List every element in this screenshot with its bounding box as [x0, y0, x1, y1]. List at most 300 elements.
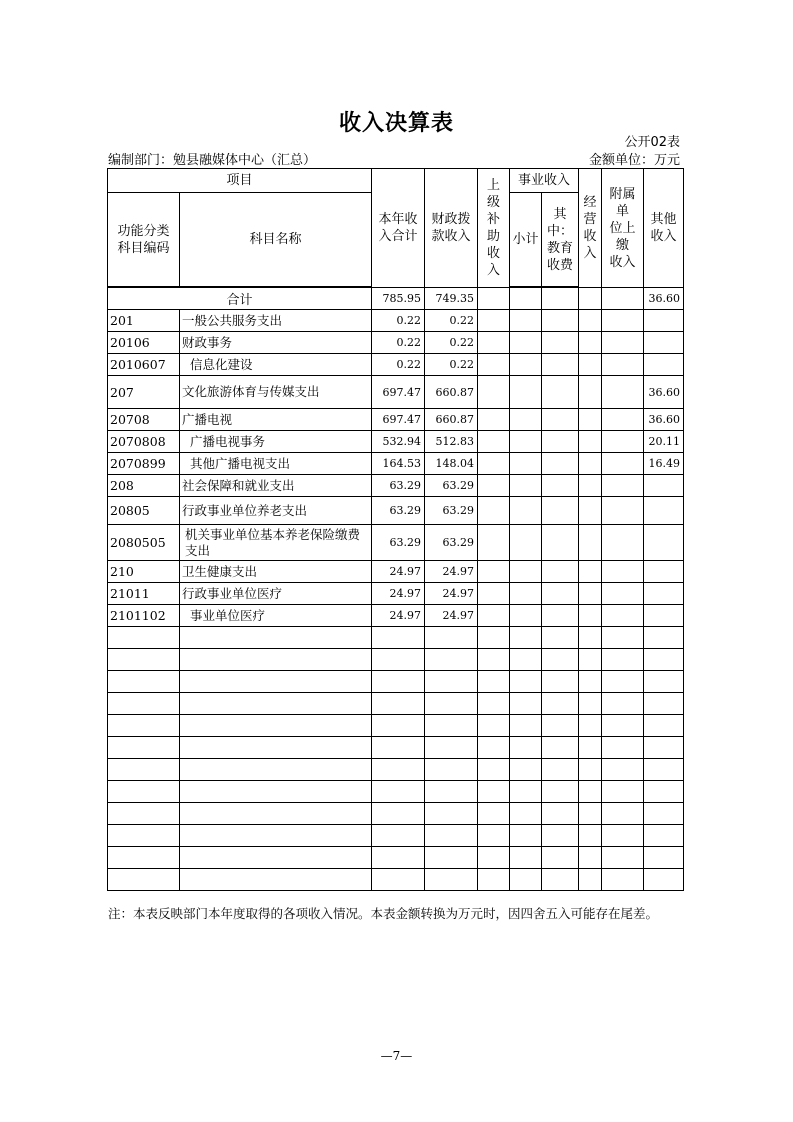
- empty-cell: [644, 847, 684, 869]
- empty-cell: [644, 781, 684, 803]
- empty-cell: [579, 332, 602, 354]
- empty-cell: [425, 693, 478, 715]
- empty-cell: [644, 803, 684, 825]
- row-total: 63.29: [372, 475, 425, 497]
- empty-cell: [542, 354, 579, 376]
- table-row: [108, 561, 684, 583]
- empty-cell: [602, 715, 644, 737]
- empty-cell: [108, 693, 180, 715]
- empty-cell: [478, 332, 510, 354]
- empty-cell: [602, 525, 644, 561]
- subject-code: 210: [108, 561, 180, 583]
- empty-cell: [510, 288, 542, 310]
- empty-cell: [108, 671, 180, 693]
- empty-cell: [425, 649, 478, 671]
- empty-cell: [542, 453, 579, 475]
- empty-cell: [579, 803, 602, 825]
- row-fiscal: 63.29: [425, 497, 478, 525]
- empty-cell: [579, 561, 602, 583]
- empty-cell: [180, 825, 372, 847]
- subject-name: 行政事业单位医疗: [180, 583, 372, 605]
- empty-cell: [425, 781, 478, 803]
- page-number: —7—: [380, 1049, 413, 1063]
- empty-cell: [579, 409, 602, 431]
- empty-cell: [579, 869, 602, 891]
- footnote: 注：本表反映部门本年度取得的各项收入情况。本表金额转换为万元时，因四舍五入可能存在尾差。: [108, 906, 659, 921]
- empty-cell: [542, 332, 579, 354]
- row-total: 24.97: [372, 583, 425, 605]
- subject-code: 21011: [108, 583, 180, 605]
- empty-cell: [579, 583, 602, 605]
- row-other: 20.11: [644, 431, 684, 453]
- row-total: 63.29: [372, 525, 425, 561]
- empty-cell: [478, 825, 510, 847]
- empty-cell: [644, 627, 684, 649]
- empty-cell: [579, 288, 602, 310]
- row-fiscal: 660.87: [425, 409, 478, 431]
- empty-cell: [579, 497, 602, 525]
- subject-code: 20708: [108, 409, 180, 431]
- empty-cell: [510, 715, 542, 737]
- empty-cell: [425, 847, 478, 869]
- empty-cell: [579, 693, 602, 715]
- table-row: [108, 605, 684, 627]
- empty-cell: [602, 737, 644, 759]
- empty-cell: [180, 803, 372, 825]
- row-other: [644, 332, 684, 354]
- empty-cell: [579, 525, 602, 561]
- empty-cell: [478, 781, 510, 803]
- header-subject-name: 科目名称: [180, 193, 372, 287]
- table-row: [108, 310, 684, 332]
- row-other: 16.49: [644, 453, 684, 475]
- empty-cell: [478, 475, 510, 497]
- empty-cell: [542, 847, 579, 869]
- empty-row: [108, 627, 684, 649]
- empty-row: [108, 847, 684, 869]
- empty-cell: [542, 715, 579, 737]
- empty-row: [108, 671, 684, 693]
- row-fiscal: 512.83: [425, 431, 478, 453]
- empty-cell: [108, 649, 180, 671]
- empty-cell: [602, 497, 644, 525]
- empty-cell: [579, 310, 602, 332]
- empty-cell: [510, 737, 542, 759]
- empty-cell: [372, 715, 425, 737]
- empty-cell: [108, 869, 180, 891]
- empty-cell: [108, 715, 180, 737]
- empty-cell: [602, 803, 644, 825]
- empty-cell: [602, 431, 644, 453]
- row-fiscal: 0.22: [425, 354, 478, 376]
- subject-name: 一般公共服务支出: [180, 310, 372, 332]
- subject-name: 广播电视事务: [180, 431, 372, 453]
- subject-name: 机关事业单位基本养老保险缴费支出: [180, 525, 372, 561]
- empty-cell: [579, 781, 602, 803]
- empty-cell: [602, 332, 644, 354]
- empty-cell: [478, 453, 510, 475]
- row-fiscal: 24.97: [425, 583, 478, 605]
- empty-cell: [579, 847, 602, 869]
- table-row: [108, 376, 684, 409]
- subject-code: 207: [108, 376, 180, 409]
- subject-name: 卫生健康支出: [180, 561, 372, 583]
- empty-cell: [602, 869, 644, 891]
- empty-cell: [579, 376, 602, 409]
- empty-cell: [510, 847, 542, 869]
- row-total: 697.47: [372, 376, 425, 409]
- empty-cell: [510, 583, 542, 605]
- row-fiscal: 148.04: [425, 453, 478, 475]
- empty-cell: [478, 627, 510, 649]
- empty-cell: [180, 627, 372, 649]
- table-row: [108, 475, 684, 497]
- empty-cell: [180, 869, 372, 891]
- unit-label: 金额单位：万元: [588, 153, 680, 168]
- empty-cell: [478, 431, 510, 453]
- subject-name: 行政事业单位养老支出: [180, 497, 372, 525]
- total-amount: 785.95: [372, 288, 425, 310]
- table-row: [108, 453, 684, 475]
- header-superior: 上 级 补 助 收 入: [478, 169, 510, 288]
- header-edu: 其 中： 教育 收费: [542, 193, 579, 287]
- header-operating: 经 营 收 入: [579, 169, 602, 288]
- empty-cell: [542, 497, 579, 525]
- subject-name: 信息化建设: [180, 354, 372, 376]
- empty-cell: [478, 525, 510, 561]
- empty-cell: [108, 737, 180, 759]
- row-other: [644, 605, 684, 627]
- empty-cell: [510, 525, 542, 561]
- empty-cell: [542, 525, 579, 561]
- empty-cell: [542, 825, 579, 847]
- empty-cell: [542, 649, 579, 671]
- subject-name: 文化旅游体育与传媒支出: [180, 376, 372, 409]
- empty-cell: [510, 605, 542, 627]
- income-table: [107, 168, 684, 891]
- empty-cell: [478, 693, 510, 715]
- empty-cell: [108, 781, 180, 803]
- empty-cell: [372, 671, 425, 693]
- row-total: 697.47: [372, 409, 425, 431]
- empty-cell: [425, 671, 478, 693]
- empty-cell: [579, 715, 602, 737]
- empty-cell: [510, 497, 542, 525]
- empty-cell: [542, 583, 579, 605]
- empty-cell: [180, 847, 372, 869]
- row-other: 36.60: [644, 376, 684, 409]
- empty-cell: [372, 825, 425, 847]
- row-total: 532.94: [372, 431, 425, 453]
- empty-cell: [478, 583, 510, 605]
- empty-cell: [579, 354, 602, 376]
- row-fiscal: 0.22: [425, 332, 478, 354]
- empty-cell: [372, 759, 425, 781]
- page-title: 收入决算表: [338, 111, 454, 136]
- empty-cell: [478, 671, 510, 693]
- row-fiscal: 0.22: [425, 310, 478, 332]
- row-total: 24.97: [372, 605, 425, 627]
- empty-cell: [478, 803, 510, 825]
- empty-cell: [372, 627, 425, 649]
- empty-cell: [602, 288, 644, 310]
- table-row: [108, 409, 684, 431]
- empty-cell: [478, 605, 510, 627]
- empty-cell: [510, 693, 542, 715]
- row-other: [644, 497, 684, 525]
- empty-row: [108, 781, 684, 803]
- empty-cell: [602, 627, 644, 649]
- row-other: [644, 525, 684, 561]
- empty-cell: [579, 671, 602, 693]
- table-row: [108, 431, 684, 453]
- empty-cell: [425, 803, 478, 825]
- subject-code: 2080505: [108, 525, 180, 561]
- empty-cell: [180, 737, 372, 759]
- header-subtotal: 小计: [510, 193, 542, 287]
- empty-cell: [602, 376, 644, 409]
- total-fiscal: 749.35: [425, 288, 478, 310]
- empty-cell: [510, 409, 542, 431]
- row-other: [644, 561, 684, 583]
- empty-cell: [372, 803, 425, 825]
- row-other: [644, 354, 684, 376]
- subject-code: 201: [108, 310, 180, 332]
- row-total: 0.22: [372, 354, 425, 376]
- subject-name: 财政事务: [180, 332, 372, 354]
- table-row: [108, 332, 684, 354]
- empty-cell: [478, 649, 510, 671]
- subject-name: 社会保障和就业支出: [180, 475, 372, 497]
- empty-cell: [644, 737, 684, 759]
- subject-code: 2010607: [108, 354, 180, 376]
- table-code: 公开02表: [624, 135, 680, 150]
- empty-cell: [542, 409, 579, 431]
- empty-cell: [644, 759, 684, 781]
- row-fiscal: 24.97: [425, 605, 478, 627]
- subject-name: 广播电视: [180, 409, 372, 431]
- header-other: 其他 收入: [644, 169, 684, 288]
- subject-code: 2070808: [108, 431, 180, 453]
- empty-cell: [108, 759, 180, 781]
- empty-cell: [579, 475, 602, 497]
- empty-cell: [180, 759, 372, 781]
- empty-cell: [579, 759, 602, 781]
- empty-cell: [542, 671, 579, 693]
- subject-code: 20106: [108, 332, 180, 354]
- empty-cell: [372, 869, 425, 891]
- empty-cell: [372, 847, 425, 869]
- empty-cell: [372, 781, 425, 803]
- empty-cell: [602, 847, 644, 869]
- row-total: 24.97: [372, 561, 425, 583]
- empty-cell: [372, 693, 425, 715]
- empty-cell: [108, 847, 180, 869]
- empty-cell: [510, 561, 542, 583]
- empty-cell: [510, 332, 542, 354]
- header-fiscal: 财政拨 款收入: [425, 169, 478, 288]
- row-fiscal: 24.97: [425, 561, 478, 583]
- empty-cell: [478, 409, 510, 431]
- subject-name: 事业单位医疗: [180, 605, 372, 627]
- empty-cell: [425, 869, 478, 891]
- empty-row: [108, 825, 684, 847]
- row-other: [644, 475, 684, 497]
- empty-cell: [542, 310, 579, 332]
- empty-cell: [108, 803, 180, 825]
- empty-cell: [510, 649, 542, 671]
- empty-cell: [510, 475, 542, 497]
- subject-code: 2101102: [108, 605, 180, 627]
- total-other: 36.60: [644, 288, 684, 310]
- empty-cell: [542, 288, 579, 310]
- empty-cell: [180, 693, 372, 715]
- empty-cell: [644, 693, 684, 715]
- empty-cell: [542, 869, 579, 891]
- header-affiliated: 附属 单 位上 缴 收入: [602, 169, 644, 288]
- table-row: [108, 354, 684, 376]
- empty-cell: [602, 649, 644, 671]
- empty-cell: [644, 671, 684, 693]
- empty-cell: [579, 737, 602, 759]
- subject-code: 2070899: [108, 453, 180, 475]
- empty-cell: [644, 715, 684, 737]
- empty-cell: [425, 715, 478, 737]
- empty-cell: [510, 627, 542, 649]
- empty-cell: [542, 759, 579, 781]
- empty-cell: [602, 693, 644, 715]
- empty-cell: [542, 605, 579, 627]
- empty-cell: [108, 825, 180, 847]
- empty-cell: [542, 737, 579, 759]
- table-row: [108, 497, 684, 525]
- empty-row: [108, 869, 684, 891]
- empty-cell: [510, 376, 542, 409]
- row-total: 0.22: [372, 310, 425, 332]
- header-total: 本年收 入合计: [372, 169, 425, 288]
- dept-label: 编制部门：勉县融媒体中心（汇总）: [108, 153, 317, 168]
- empty-cell: [644, 649, 684, 671]
- empty-cell: [542, 431, 579, 453]
- subject-name: 其他广播电视支出: [180, 453, 372, 475]
- empty-cell: [602, 354, 644, 376]
- header-func-code: 功能分类 科目编码: [108, 193, 180, 287]
- empty-row: [108, 803, 684, 825]
- empty-cell: [425, 759, 478, 781]
- empty-row: [108, 737, 684, 759]
- empty-cell: [602, 825, 644, 847]
- empty-row: [108, 759, 684, 781]
- empty-cell: [579, 825, 602, 847]
- empty-cell: [510, 431, 542, 453]
- row-other: [644, 583, 684, 605]
- empty-cell: [602, 671, 644, 693]
- empty-cell: [510, 453, 542, 475]
- empty-cell: [602, 759, 644, 781]
- empty-cell: [510, 781, 542, 803]
- header-business: 事业收入: [510, 169, 579, 193]
- empty-cell: [602, 605, 644, 627]
- empty-cell: [602, 310, 644, 332]
- empty-cell: [478, 847, 510, 869]
- empty-cell: [542, 781, 579, 803]
- empty-cell: [478, 561, 510, 583]
- table-row: [108, 525, 684, 561]
- empty-cell: [542, 627, 579, 649]
- empty-cell: [510, 869, 542, 891]
- empty-cell: [510, 803, 542, 825]
- empty-cell: [425, 627, 478, 649]
- empty-cell: [542, 561, 579, 583]
- empty-cell: [542, 376, 579, 409]
- empty-cell: [478, 376, 510, 409]
- empty-row: [108, 649, 684, 671]
- empty-cell: [602, 453, 644, 475]
- empty-cell: [180, 715, 372, 737]
- row-total: 0.22: [372, 332, 425, 354]
- empty-cell: [602, 583, 644, 605]
- empty-cell: [602, 561, 644, 583]
- empty-cell: [478, 354, 510, 376]
- empty-cell: [644, 825, 684, 847]
- empty-cell: [510, 671, 542, 693]
- empty-row: [108, 715, 684, 737]
- row-total: 63.29: [372, 497, 425, 525]
- empty-cell: [510, 310, 542, 332]
- empty-cell: [425, 737, 478, 759]
- empty-cell: [579, 605, 602, 627]
- empty-cell: [542, 693, 579, 715]
- row-fiscal: 660.87: [425, 376, 478, 409]
- row-fiscal: 63.29: [425, 475, 478, 497]
- empty-cell: [510, 759, 542, 781]
- empty-cell: [180, 649, 372, 671]
- empty-cell: [478, 737, 510, 759]
- empty-row: [108, 693, 684, 715]
- empty-cell: [579, 649, 602, 671]
- empty-cell: [542, 803, 579, 825]
- empty-cell: [478, 310, 510, 332]
- empty-cell: [372, 649, 425, 671]
- empty-cell: [372, 737, 425, 759]
- empty-cell: [478, 715, 510, 737]
- empty-cell: [108, 627, 180, 649]
- table-row-total: [108, 288, 684, 310]
- row-fiscal: 63.29: [425, 525, 478, 561]
- empty-cell: [425, 825, 478, 847]
- empty-cell: [180, 781, 372, 803]
- row-total: 164.53: [372, 453, 425, 475]
- total-label: 合计: [108, 288, 372, 310]
- empty-cell: [579, 431, 602, 453]
- empty-cell: [644, 869, 684, 891]
- empty-cell: [510, 825, 542, 847]
- empty-cell: [180, 671, 372, 693]
- empty-cell: [602, 781, 644, 803]
- table-row: [108, 583, 684, 605]
- empty-cell: [542, 475, 579, 497]
- header-item: 项目: [108, 169, 372, 193]
- empty-cell: [510, 354, 542, 376]
- subject-code: 20805: [108, 497, 180, 525]
- empty-cell: [478, 759, 510, 781]
- empty-cell: [478, 869, 510, 891]
- empty-cell: [602, 409, 644, 431]
- empty-cell: [478, 497, 510, 525]
- empty-cell: [579, 453, 602, 475]
- row-other: [644, 310, 684, 332]
- row-other: 36.60: [644, 409, 684, 431]
